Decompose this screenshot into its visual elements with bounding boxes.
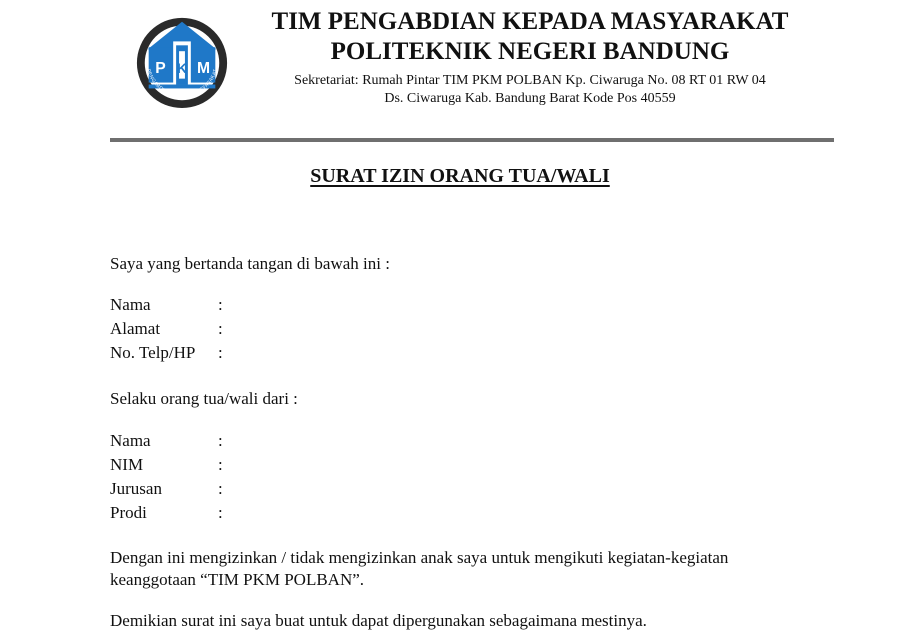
student-field-row (110, 502, 223, 524)
field-label: Prodi (110, 503, 147, 522)
closing-text: Demikian surat ini saya buat untuk dapat dipergunakan sebagaimana mestinya. (110, 611, 647, 630)
institution-subtitle: POLITEKNIK NEGERI BANDUNG (330, 38, 730, 65)
field-label: Alamat (110, 319, 161, 338)
secretariat-address-line2: Ds. Ciwaruga Kab. Bandung Barat Kode Pos 40559 (384, 91, 676, 106)
parent-field-row (110, 318, 223, 340)
logo-ring-text: PENGABDIAN KEPADA MASYARAKAT (144, 68, 220, 99)
svg-text:P: P (155, 59, 166, 77)
student-field-row (110, 454, 223, 476)
secretariat-address-line1: Sekretariat: Rumah Pintar TIM PKM POLBAN Kp. Ciwaruga No. 08 RT 01 RW 04 (294, 73, 766, 88)
intro-text: Saya yang bertanda tangan di bawah ini : (110, 254, 390, 273)
relation-text: Selaku orang tua/wali dari : (110, 389, 298, 408)
field-label: No. Telp/HP (110, 343, 196, 362)
svg-text:M: M (197, 59, 211, 77)
student-field-row (110, 430, 223, 452)
header-divider (110, 138, 834, 142)
pkm-logo (133, 12, 231, 110)
field-label: Jurusan (110, 479, 162, 498)
institution-title: TIM PENGABDIAN KEPADA MASYARAKAT (271, 8, 789, 35)
field-colon: : (218, 503, 223, 522)
field-colon: : (218, 295, 223, 314)
field-colon: : (218, 479, 223, 498)
field-colon: : (218, 319, 223, 338)
field-colon: : (218, 455, 223, 474)
statement-line1: Dengan ini mengizinkan / tidak mengizinkan anak saya untuk mengikuti kegiatan-kegiatan (110, 548, 729, 567)
parent-field-row (110, 342, 223, 364)
field-colon: : (218, 431, 223, 450)
parent-field-row (110, 294, 223, 316)
field-label: Nama (110, 431, 151, 450)
svg-text:K: K (177, 60, 187, 76)
field-colon: : (218, 343, 223, 362)
field-label: Nama (110, 295, 151, 314)
document-title: SURAT IZIN ORANG TUA/WALI (310, 165, 610, 187)
field-label: NIM (110, 455, 144, 474)
statement-line2: keanggotaan “TIM PKM POLBAN”. (110, 570, 365, 589)
student-field-row (110, 478, 223, 500)
